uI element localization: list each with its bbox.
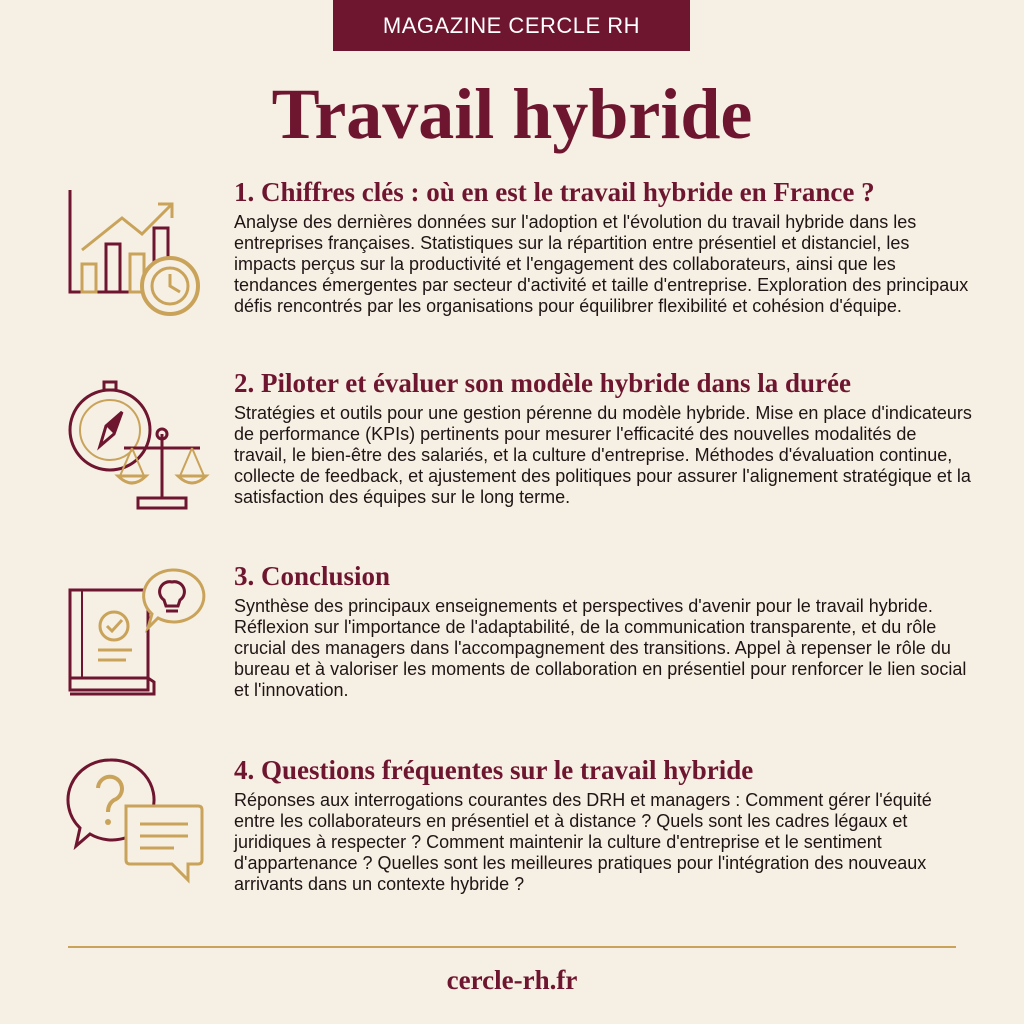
section-steering: [234, 367, 974, 508]
section-body: Réponses aux interrogations courantes des DRH et managers : Comment gérer l'équité entre les collaborateurs en présentiel et à distance ? Quels sont les cadres légaux et juridiques à respecter ? Comment maintenir la culture d'entreprise et le sentiment d'appartenance ? Quelles sont les meilleures pratiques pour l'intégration des nouveaux arrivants dans un contexte hybride ?: [234, 790, 932, 894]
book-lightbulb-icon: [62, 564, 212, 700]
section-faq: [234, 754, 974, 895]
section-title: 3. Conclusion: [234, 561, 391, 591]
section-title: 2. Piloter et évaluer son modèle hybride dans la durée: [234, 368, 851, 398]
chart-clock-icon: [62, 182, 202, 322]
section-conclusion: [234, 560, 974, 701]
magazine-badge: MAGAZINE CERCLE RH: [333, 0, 690, 51]
section-body: Synthèse des principaux enseignements et perspectives d'avenir pour le travail hybride. Réflexion sur l'importance de l'adaptabilité, de la communication transparente, et du rôle crucial des managers dans l'accompagnement des transitions. Appel à repenser le rôle du bureau et à valoriser les moments de collaboration en présentiel pour renforcer le lien social et l'innovation.: [234, 596, 967, 700]
page-title: Travail hybride: [271, 74, 753, 154]
compass-scale-icon: [62, 380, 212, 520]
section-title: 4. Questions fréquentes sur le travail hybride: [234, 755, 754, 785]
question-chat-icon: [62, 756, 208, 892]
footer-url[interactable]: cercle-rh.fr: [446, 965, 578, 995]
section-body: Stratégies et outils pour une gestion pérenne du modèle hybride. Mise en place d'indicateurs de performance (KPIs) pertinents pour mesurer l'efficacité des nouvelles modalités de travail, le bien-être des salariés, et la culture d'entreprise. Méthodes d'évaluation continue, collecte de feedback, et ajustement des politiques pour assurer l'alignement stratégique et la satisfaction des équipes sur le long terme.: [234, 403, 972, 507]
footer-divider: [68, 946, 956, 948]
section-key-figures: [234, 176, 974, 317]
section-title: 1. Chiffres clés : où en est le travail hybride en France ?: [234, 177, 875, 207]
section-body: Analyse des dernières données sur l'adoption et l'évolution du travail hybride dans les entreprises françaises. Statistiques sur la répartition entre présentiel et distanciel, les impacts perçus sur la productivité et l'engagement des collaborateurs, ainsi que les tendances émergentes par secteur d'activité et taille d'entreprise. Exploration des principaux défis rencontrés par les organisations pour équilibrer flexibilité et cohésion d'équipe.: [234, 212, 969, 316]
